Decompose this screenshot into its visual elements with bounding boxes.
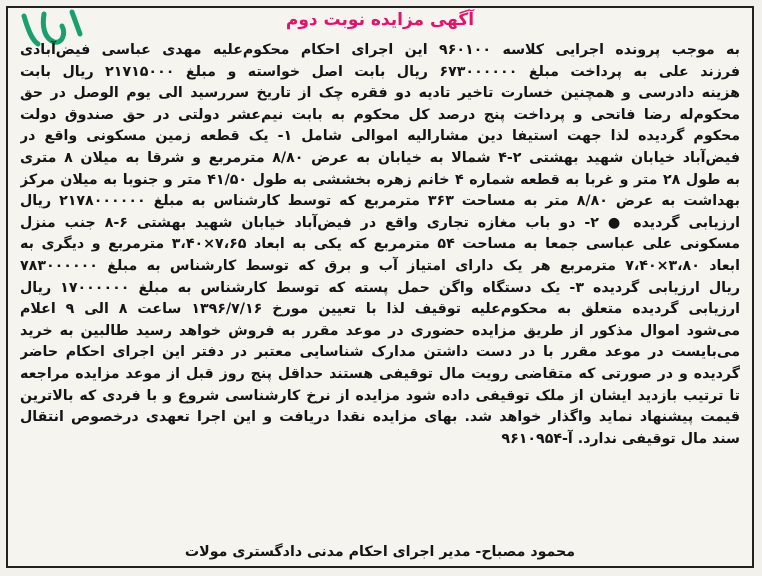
notice-line: ابعاد ۳،۸۰×۷،۴۰ مترمربع هر یک دارای امتیاز آب و برق که توسط کارشناس به مبلغ ۷۸۳۰۰۰۰۰۰ [20, 257, 740, 274]
notice-line: محکوم گردیده لذا جهت استیفا دین مشارالیه اموالی شامل ۱- یک قطعه زمین مسکونی واقع در [20, 128, 740, 145]
notice-line: قیمت پیشنهاد نماید واگذار خواهد شد. بهای مزایده نقدا دریافت و این اجرا تعهدی درخصوص انتقال [20, 409, 740, 426]
notice-line: گردیده و در صورتی که متقاضی رویت مال توقیفی هستند حداقل پنج روز قبل از موعد مزایده مراجعه [20, 365, 740, 382]
notice-line: ریال ارزیابی گردیده ۳- یک دستگاه واگن حمل پسته که توسط کارشناس به مبلغ ۱۷۰۰۰۰۰۰ ریال [20, 279, 740, 296]
notice-line: محکوم‌له رضا فاتحی و پرداخت پنج درصد کل محکوم به بابت نیم‌عشر دولتی در حق صندوق دولت [20, 106, 740, 123]
notice-line: فرزند علی به پرداخت مبلغ ۶۷۳۰۰۰۰۰۰ ریال بابت اصل خواسته و مبلغ ۲۱۷۱۵۰۰۰ ریال بابت [20, 63, 740, 80]
notice-line: ارزیابی گردیده ● ۲- دو باب مغازه تجاری واقع در فیض‌آباد خیابان شهید بهشتی ۶-۸ جنب منزل [20, 214, 740, 231]
notice-line: هزینه دادرسی و همچنین خسارت تاخیر تادیه دو فقره چک از تاریخ سررسید الی یوم الوصل در حق [20, 85, 740, 102]
notice-line: ارزیابی گردیده متعلق به محکوم‌علیه توقیف لذا با تعیین مورخ ۱۳۹۶/۷/۱۶ ساعت ۸ الی ۹ اعلام [20, 301, 740, 318]
notice-line: تا ترتیب بازدید ایشان از ملک توقیفی داده شود مزایده از نرخ کارشناسی شروع و با فردی که بالاترین [20, 387, 740, 404]
notice-frame [6, 6, 754, 568]
notice-line: بهداشت به عرض ۸/۸۰ متر به مساحت ۳۶۳ مترمربع که توسط کارشناس به مبلغ ۲۱۷۸۰۰۰۰۰۰ ریال [20, 193, 740, 210]
notice-line: به موجب پرونده اجرایی کلاسه ۹۶۰۱۰۰ این اجرای احکام محکوم‌علیه مهدی عباسی فیض‌آبادی [20, 42, 740, 58]
notice-line: می‌شود اموال مذکور از طریق مزایده حضوری در موعد مقرر به فروش خواهد رسید طالبین به خرید [20, 322, 740, 339]
notice-line: می‌بایست در موعد مقرر با در دست داشتن مدارک شناسایی معتبر در دفتر این اجرای احکام حاضر [20, 344, 740, 361]
notice-line: مسکونی علی عباسی جمعا به مساحت ۵۴ مترمربع که یکی به ابعاد ۷،۶۵×۳،۴۰ مترمربع و دیگری به [20, 236, 740, 253]
notice-line: فیض‌آباد خیابان شهید بهشتی ۲-۴ شمالا به خیابان به عرض ۸/۸۰ مترمربع و شرقا به میلان ۸ متری [20, 149, 740, 166]
notice-signature: محمود مصباح- مدیر اجرای احکام مدنی دادگستری مولات [184, 544, 576, 560]
notice-line: به طول ۲۸ متر و غربا به قطعه شماره ۴ خانم زهره بخششی به طول ۴۱/۵۰ متر و جنوبا به میلان مرکز [20, 171, 740, 188]
notice-title: آگهی مزایده نوبت دوم [285, 10, 475, 30]
notice-line: سند مال توقیفی ندارد. آ-۹۶۱۰۹۵۴ [501, 430, 740, 447]
notice-body [20, 40, 740, 450]
